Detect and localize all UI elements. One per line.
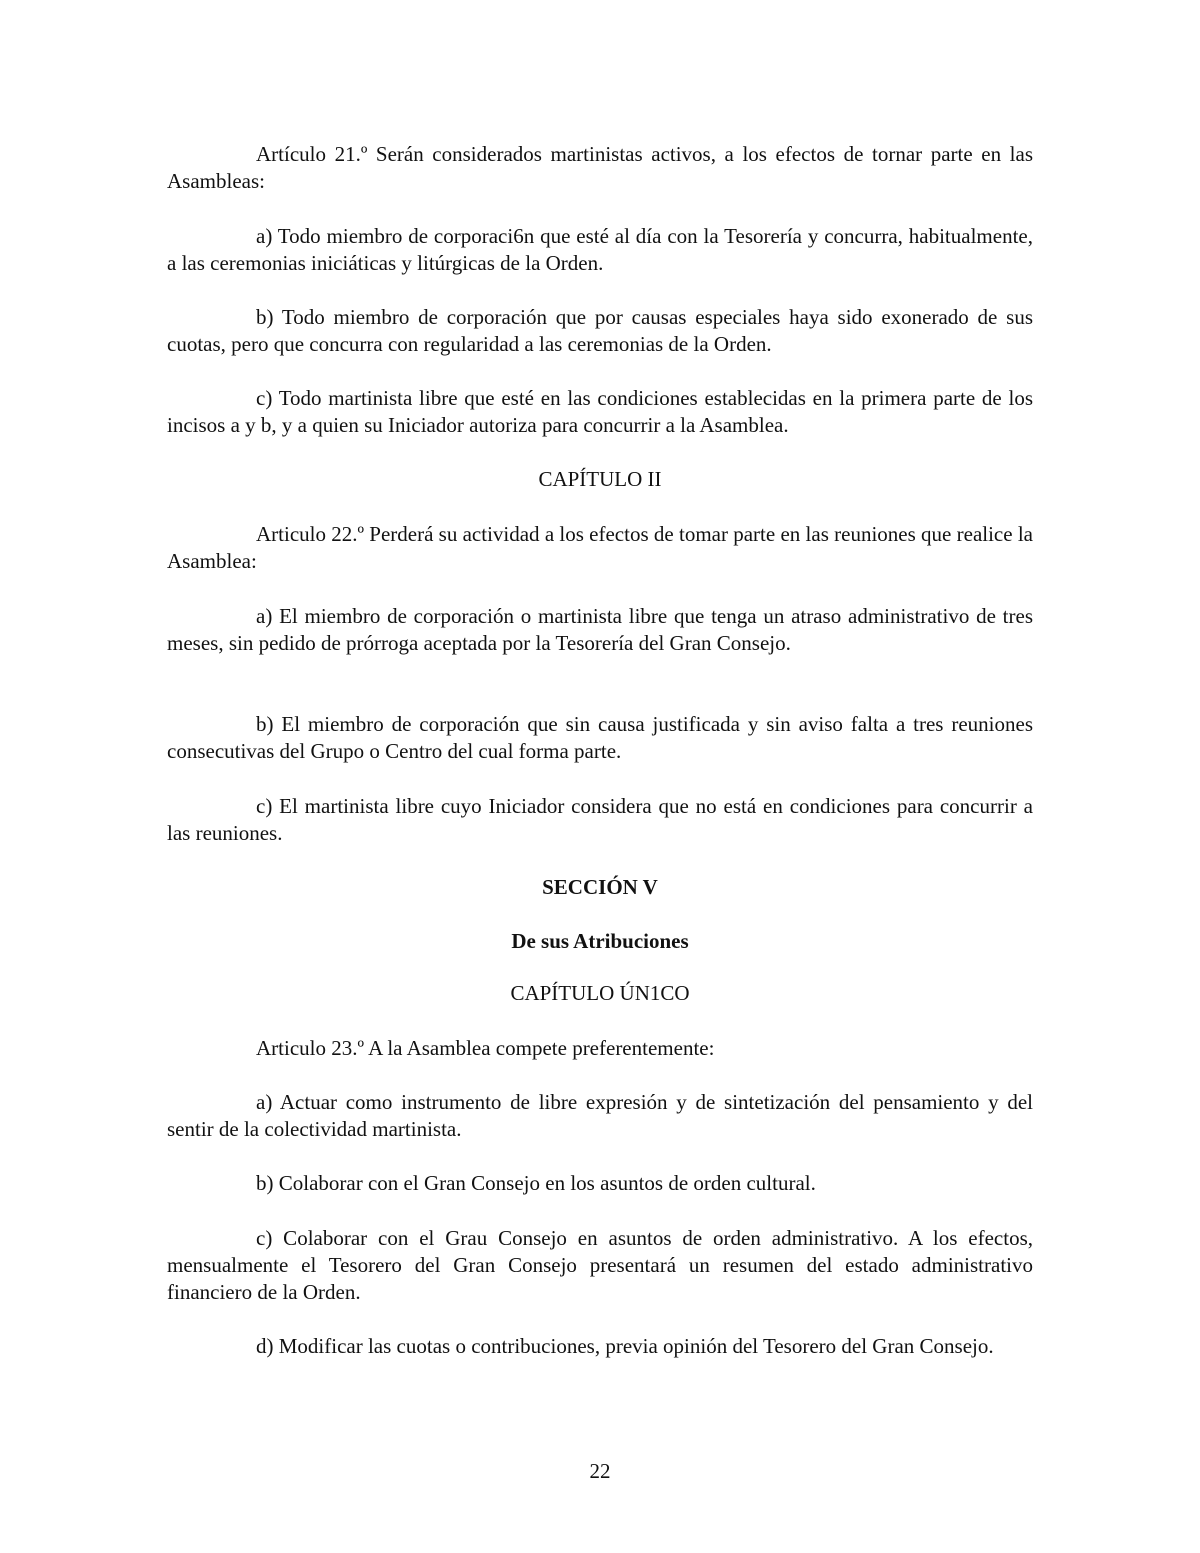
article-22-paragraph: Articulo 22.º Perderá su actividad a los efectos de tomar parte en las reuniones que realice la Asamblea:	[167, 522, 1033, 573]
article-21-item-a: a) Todo miembro de corporaci6n que esté al día con la Tesorería y concurra, habitualmente, a las ceremonias iniciáticas y litúrgicas de la Orden.	[167, 224, 1033, 275]
article-22-item-b: b) El miembro de corporación que sin causa justificada y sin aviso falta a tres reuniones consecutivas del Grupo o Centro del cual forma parte.	[167, 712, 1033, 763]
chapter-2-heading: CAPÍTULO II	[538, 467, 662, 491]
article-21-paragraph: Artículo 21.º Serán considerados martinistas activos, a los efectos de tornar parte en las Asambleas:	[167, 142, 1033, 193]
article-23-item-a: a) Actuar como instrumento de libre expresión y de sintetización del pensamiento y del sentir de la colectividad martinista.	[167, 1090, 1033, 1141]
article-23-item-d: d) Modificar las cuotas o contribuciones, previa opinión del Tesorero del Gran Consejo.	[256, 1334, 994, 1358]
attributions-subheading: De sus Atribuciones	[511, 929, 689, 953]
article-23-paragraph: Articulo 23.º A la Asamblea compete preferentemente:	[256, 1036, 715, 1060]
page-number: 22	[589, 1459, 611, 1483]
article-22-item-c: c) El martinista libre cuyo Iniciador considera que no está en condiciones para concurrir a las reuniones.	[167, 794, 1033, 845]
article-23-item-b: b) Colaborar con el Gran Consejo en los asuntos de orden cultural.	[256, 1171, 816, 1195]
unique-chapter-heading: CAPÍTULO ÚN1CO	[510, 981, 690, 1005]
section-5-heading: SECCIÓN V	[542, 875, 658, 899]
article-21-item-b: b) Todo miembro de corporación que por causas especiales haya sido exonerado de sus cuotas, pero que concurra con regularidad a las ceremonias de la Orden.	[167, 305, 1033, 356]
article-21-item-c: c) Todo martinista libre que esté en las condiciones establecidas en la primera parte de los incisos a y b, y a quien su Iniciador autoriza para concurrir a la Asamblea.	[167, 386, 1033, 437]
article-22-item-a: a) El miembro de corporación o martinista libre que tenga un atraso administrativo de tres meses, sin pedido de prórroga aceptada por la Tesorería del Gran Consejo.	[167, 604, 1033, 655]
article-23-item-c: c) Colaborar con el Grau Consejo en asuntos de orden administrativo. A los efectos, mensualmente el Tesorero del Gran Consejo presentará un resumen del estado administrativo financiero de la Orden.	[167, 1226, 1033, 1304]
